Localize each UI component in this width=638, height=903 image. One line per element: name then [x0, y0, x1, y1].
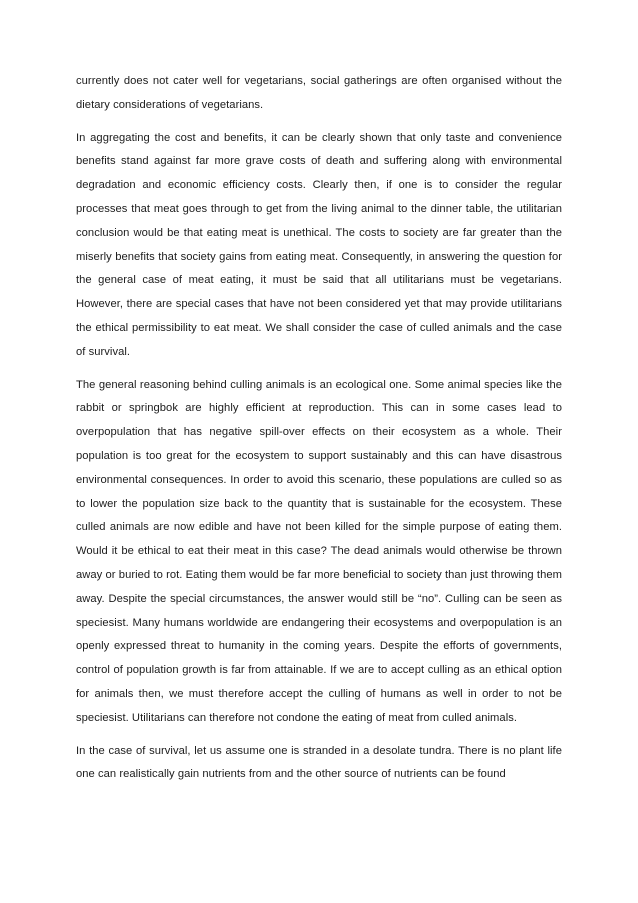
paragraph-4: In the case of survival, let us assume one is stranded in a desolate tundra. There is no plant life one can realistically gain nutrients from and the other source of nutrients can be found	[76, 744, 562, 781]
paragraph-1: currently does not cater well for vegetarians, social gatherings are often organised without the dietary considerations of vegetarians.	[76, 75, 562, 111]
paragraph-2: In aggregating the cost and benefits, it can be clearly shown that only taste and convenience benefits stand against far more grave costs of death and suffering along with environmental degradation and economic efficiency costs. Clearly then, if one is to consider the regular processes that meat goes through to get from the living animal to the dinner table, the utilitarian conclusion would be that eating meat is unethical. The costs to society are far greater than the miserly benefits that society gains from eating meat. Consequently, in answering the question for the general case of meat eating, it must be said that all utilitarians must be vegetarians. However, there are special cases that have not been considered yet that may provide utilitarians the ethical permissibility to eat meat. We shall consider the case of culled animals and the case of survival.	[76, 131, 562, 358]
paragraph-3: The general reasoning behind culling animals is an ecological one. Some animal species like the rabbit or springbok are highly efficient at reproduction. This can in some cases lead to overpopulation that has negative spill-over effects on their ecosystem as a whole. Their population is too great for the ecosystem to support sustainably and this can have disastrous environmental consequences. In order to avoid this scenario, these populations are culled so as to lower the population size back to the quantity that is sustainable for the ecosystem. These culled animals are now edible and have not been killed for the simple purpose of eating them. Would it be ethical to eat their meat in this case? The dead animals would otherwise be thrown away or buried to rot. Eating them would be far more beneficial to society than just throwing them away. Despite the special circumstances, the answer would still be “no”. Culling can be seen as speciesist. Many humans worldwide are endangering their ecosystems and overpopulation is an openly expressed threat to humanity in the coming years. Despite the efforts of governments, control of population growth is far from attainable. If we are to accept culling as an ethical option for animals then, we must therefore accept the culling of humans as well in order to not be speciesist. Utilitarians can therefore not condone the eating of meat from culled animals.	[76, 378, 562, 724]
document-page	[76, 70, 562, 796]
